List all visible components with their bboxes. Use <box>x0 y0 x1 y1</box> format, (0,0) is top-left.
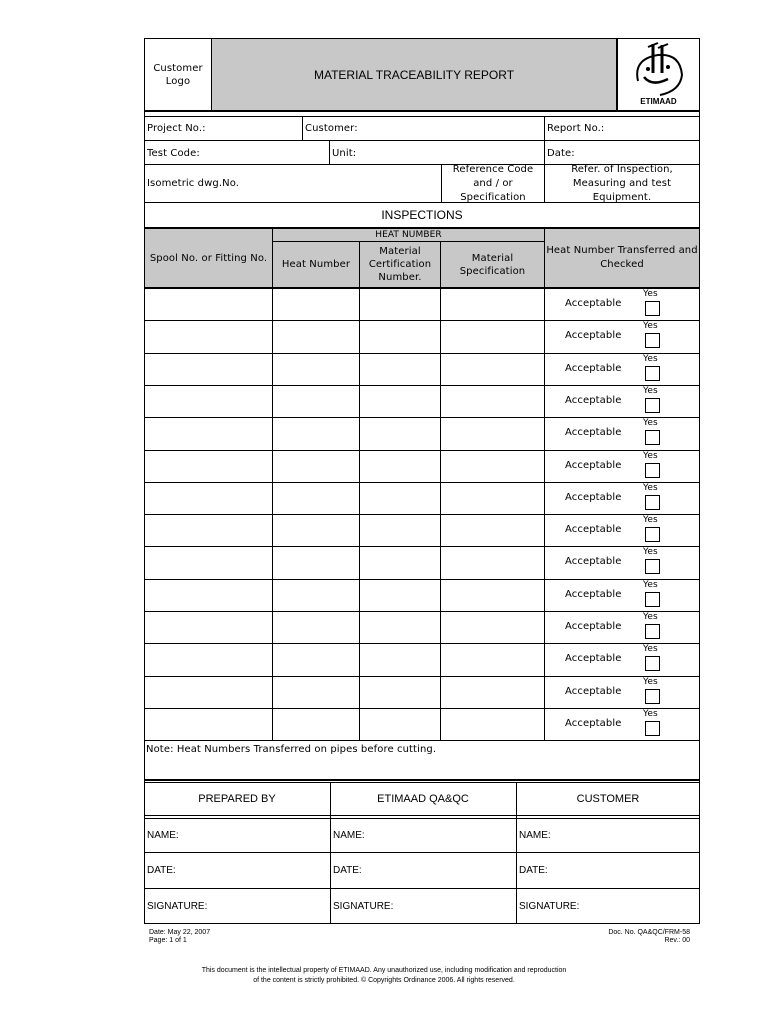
cert-cell[interactable] <box>360 546 440 578</box>
cert-cell[interactable] <box>360 514 440 546</box>
yes-checkbox[interactable] <box>645 463 660 478</box>
acceptable-label: Acceptable <box>565 394 622 406</box>
yes-label: Yes <box>643 515 658 526</box>
cert-cell[interactable] <box>360 676 440 708</box>
acceptable-label: Acceptable <box>565 621 622 632</box>
cert-cell[interactable] <box>360 482 440 514</box>
acceptable-label: Acceptable <box>565 491 622 503</box>
spec-cell[interactable] <box>441 353 544 385</box>
yes-label: Yes <box>643 579 658 590</box>
cert-cell[interactable] <box>360 611 440 643</box>
spool-cell[interactable] <box>145 482 272 514</box>
etimaad-logo <box>618 39 699 110</box>
cert-cell[interactable] <box>360 450 440 482</box>
cert-cell[interactable] <box>360 579 440 611</box>
prepared-name-label: NAME: <box>147 830 179 841</box>
cert-cell[interactable] <box>360 643 440 675</box>
spec-cell[interactable] <box>441 320 544 352</box>
customer-signature-label: SIGNATURE: <box>519 900 580 912</box>
yes-checkbox[interactable] <box>645 527 660 542</box>
customer-date-label: DATE: <box>519 865 548 876</box>
acceptable-label: Acceptable <box>565 459 622 471</box>
heat-number-cell[interactable] <box>273 450 359 482</box>
spec-cell[interactable] <box>441 514 544 546</box>
yes-label: Yes <box>643 482 658 493</box>
spec-cell[interactable] <box>441 579 544 611</box>
etimaad-logo-text: ETIMAAD <box>640 97 677 106</box>
yes-label: Yes <box>643 418 658 429</box>
heat-number-cell[interactable] <box>273 676 359 708</box>
acceptable-label: Acceptable <box>565 653 622 665</box>
acceptable-label: Acceptable <box>565 717 622 729</box>
customer-signoff-header: CUSTOMER <box>576 793 640 805</box>
reference-code-label: Reference Code and / or Specification <box>452 163 534 203</box>
heat-number-group-header: HEAT NUMBER <box>375 230 442 240</box>
footer-disclaimer-1: This document is the intellectual property of ETIMAAD. Any unauthorized use, including modification and reproduction <box>201 967 567 974</box>
yes-checkbox[interactable] <box>645 721 660 736</box>
footer-doc-no: Doc. No. QA&QC/FRM-58 <box>608 929 690 936</box>
project-no-label: Project No.: <box>147 122 206 134</box>
date-label: Date: <box>547 147 575 159</box>
acceptable-label: Acceptable <box>565 524 622 536</box>
prepared-date-label: DATE: <box>147 865 176 876</box>
customer-name-label: NAME: <box>519 830 551 841</box>
col-cert-header: Material Certification Number. <box>368 246 432 283</box>
spec-cell[interactable] <box>441 385 544 417</box>
spec-cell[interactable] <box>441 482 544 514</box>
acceptable-label: Acceptable <box>565 588 622 600</box>
report-no-label: Report No.: <box>547 122 605 134</box>
yes-checkbox[interactable] <box>645 366 660 381</box>
inspections-title: INSPECTIONS <box>381 208 463 222</box>
footer-date: Date: May 22, 2007 <box>149 929 211 936</box>
spool-cell[interactable] <box>145 288 272 320</box>
spec-cell[interactable] <box>441 708 544 740</box>
acceptable-label: Acceptable <box>565 362 622 374</box>
col-transferred-header: Heat Number Transferred and Checked <box>546 245 698 270</box>
yes-checkbox[interactable] <box>645 301 660 316</box>
spool-cell[interactable] <box>145 546 272 578</box>
heat-number-cell[interactable] <box>273 611 359 643</box>
spec-cell[interactable] <box>441 643 544 675</box>
acceptable-label: Acceptable <box>565 685 622 697</box>
note-text: Note: Heat Numbers Transferred on pipes before cutting. <box>146 744 437 755</box>
heat-number-cell[interactable] <box>273 514 359 546</box>
spec-cell[interactable] <box>441 546 544 578</box>
report-title: MATERIAL TRACEABILITY REPORT <box>211 39 617 110</box>
spool-cell[interactable] <box>145 320 272 352</box>
heat-number-cell[interactable] <box>273 417 359 449</box>
acceptable-label: Acceptable <box>565 427 622 439</box>
spec-cell[interactable] <box>441 288 544 320</box>
yes-checkbox[interactable] <box>645 398 660 413</box>
spool-cell[interactable] <box>145 514 272 546</box>
spool-cell[interactable] <box>145 643 272 675</box>
cert-cell[interactable] <box>360 288 440 320</box>
heat-number-cell[interactable] <box>273 385 359 417</box>
yes-checkbox[interactable] <box>645 333 660 348</box>
customer-label: Customer: <box>305 122 358 134</box>
yes-label: Yes <box>643 353 658 364</box>
acceptable-label: Acceptable <box>565 298 622 309</box>
spool-cell[interactable] <box>145 708 272 740</box>
etimaad-date-label: DATE: <box>333 865 362 876</box>
yes-label: Yes <box>643 708 658 719</box>
spool-cell[interactable] <box>145 417 272 449</box>
heat-number-cell[interactable] <box>273 320 359 352</box>
heat-number-cell[interactable] <box>273 708 359 740</box>
yes-label: Yes <box>643 547 658 558</box>
yes-label: Yes <box>643 289 658 299</box>
spool-cell[interactable] <box>145 579 272 611</box>
cert-cell[interactable] <box>360 353 440 385</box>
spec-cell[interactable] <box>441 611 544 643</box>
yes-checkbox[interactable] <box>645 430 660 445</box>
acceptable-label: Acceptable <box>565 330 622 342</box>
spool-cell[interactable] <box>145 676 272 708</box>
unit-label: Unit: <box>332 147 357 159</box>
yes-label: Yes <box>643 676 658 687</box>
yes-label: Yes <box>643 450 658 461</box>
spool-cell[interactable] <box>145 450 272 482</box>
spool-cell[interactable] <box>145 385 272 417</box>
customer-logo-placeholder: Customer Logo <box>153 62 203 87</box>
etimaad-signature-label: SIGNATURE: <box>333 900 394 912</box>
prepared-by-header: PREPARED BY <box>198 793 276 805</box>
footer-disclaimer-2: of the content is strictly prohibited. © Copyrights Ordinance 2006. All rights reserved. <box>253 977 515 984</box>
heat-number-cell[interactable] <box>273 288 359 320</box>
cert-cell[interactable] <box>360 320 440 352</box>
spool-cell[interactable] <box>145 353 272 385</box>
yes-checkbox[interactable] <box>645 689 660 704</box>
refer-inspection-label: Refer. of Inspection, Measuring and test Equipment. <box>571 163 673 203</box>
yes-label: Yes <box>643 644 658 655</box>
cert-cell[interactable] <box>360 708 440 740</box>
etimaad-name-label: NAME: <box>333 830 365 841</box>
yes-label: Yes <box>643 385 658 396</box>
yes-checkbox[interactable] <box>645 592 660 607</box>
spec-cell[interactable] <box>441 450 544 482</box>
col-spec-header: Material Specification <box>459 252 526 277</box>
yes-checkbox[interactable] <box>645 495 660 510</box>
cert-cell[interactable] <box>360 417 440 449</box>
cert-cell[interactable] <box>360 385 440 417</box>
isometric-dwg-label: Isometric dwg.No. <box>147 178 240 189</box>
yes-label: Yes <box>643 321 658 332</box>
heat-number-cell[interactable] <box>273 353 359 385</box>
yes-label: Yes <box>643 612 658 622</box>
acceptable-label: Acceptable <box>565 556 622 568</box>
yes-checkbox[interactable] <box>645 624 660 639</box>
col-spool-header: Spool No. or Fitting No. <box>149 252 268 264</box>
spec-cell[interactable] <box>441 417 544 449</box>
heat-number-cell[interactable] <box>273 643 359 675</box>
heat-number-cell[interactable] <box>273 482 359 514</box>
col-heat-number-header: Heat Number <box>281 259 351 270</box>
footer-rev: Rev.: 00 <box>664 937 690 944</box>
spool-cell[interactable] <box>145 611 272 643</box>
footer-page: Page: 1 of 1 <box>149 937 187 944</box>
etimaad-qaqc-header: ETIMAAD QA&QC <box>377 793 469 805</box>
heat-number-cell[interactable] <box>273 579 359 611</box>
yes-checkbox[interactable] <box>645 559 660 574</box>
spec-cell[interactable] <box>441 676 544 708</box>
prepared-signature-label: SIGNATURE: <box>147 900 208 912</box>
heat-number-cell[interactable] <box>273 546 359 578</box>
yes-checkbox[interactable] <box>645 656 660 671</box>
test-code-label: Test Code: <box>147 147 200 159</box>
